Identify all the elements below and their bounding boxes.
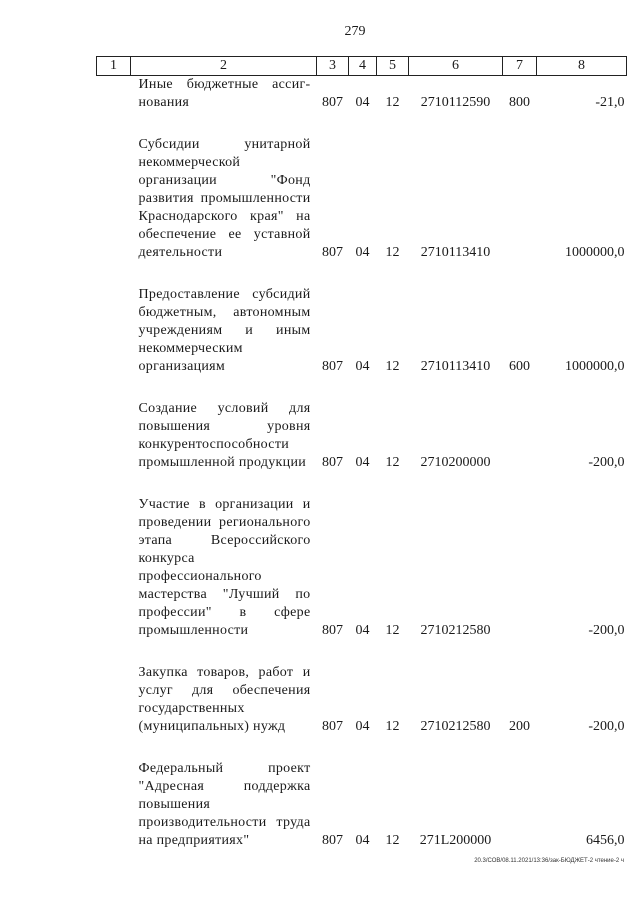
row-code-6: 2710200000	[420, 455, 491, 470]
row-description: Субсидии унитарной некоммерческой организации "Фонд развития промышленности Краснодарского края" на обеспечение ее уставной деятельности	[138, 137, 311, 260]
row-code-5: 12	[385, 245, 400, 260]
row-code-3: 807	[322, 95, 343, 110]
row-code-3: 807	[322, 719, 343, 734]
row-code-6: 2710212580	[420, 719, 491, 734]
table-row	[97, 760, 627, 850]
row-code-5: 12	[385, 95, 400, 110]
row-code-4: 04	[355, 623, 370, 638]
row-code-4: 04	[355, 359, 370, 374]
row-code-7: 800	[509, 95, 530, 110]
column-header: 1	[97, 57, 131, 76]
row-description: Иные бюджетные ассиг- нования	[138, 77, 311, 110]
row-code-4: 04	[355, 245, 370, 260]
row-amount: -200,0	[588, 455, 625, 470]
table-row	[97, 76, 627, 113]
column-header: 2	[131, 57, 317, 76]
table-row	[97, 286, 627, 376]
row-code-6: 2710113410	[420, 359, 491, 374]
row-code-3: 807	[322, 245, 343, 260]
row-code-4: 04	[355, 455, 370, 470]
column-header: 5	[377, 57, 409, 76]
column-header: 8	[537, 57, 627, 76]
row-description: Создание условий для повышения уровня конкурентоспособности промышленной продукции	[138, 401, 311, 470]
row-code-3: 807	[322, 455, 343, 470]
row-code-5: 12	[385, 359, 400, 374]
row-description: Предоставление субсидий бюджетным, автономным учреждениям и иным некоммерческим организациям	[138, 287, 311, 374]
row-amount: 6456,0	[586, 833, 625, 848]
row-code-5: 12	[385, 719, 400, 734]
row-code-7	[503, 136, 537, 262]
row-code-7	[503, 400, 537, 472]
row-code-4: 04	[355, 95, 370, 110]
column-header: 6	[409, 57, 503, 76]
page-number: 279	[344, 24, 366, 39]
row-code-6: 2710212580	[420, 623, 491, 638]
document-footer-code: 20.3/СОВ/08.11.2021/13:36/зак-БЮДЖЕТ-2 чтение-2 ч	[474, 858, 624, 864]
row-amount: -200,0	[588, 623, 625, 638]
row-amount: -21,0	[595, 95, 625, 110]
row-code-7: 200	[509, 719, 530, 734]
column-header: 4	[349, 57, 377, 76]
row-code-6: 2710112590	[420, 95, 491, 110]
column-header: 7	[503, 57, 537, 76]
row-amount: -200,0	[588, 719, 625, 734]
row-code-7	[503, 760, 537, 850]
row-code-6: 271L200000	[419, 833, 492, 848]
row-code-5: 12	[385, 623, 400, 638]
row-description: Закупка товаров, работ и услуг для обеспечения государственных (муниципальных) нужд	[138, 665, 311, 734]
row-code-6: 2710113410	[420, 245, 491, 260]
row-code-7	[503, 496, 537, 640]
row-code-3: 807	[322, 833, 343, 848]
row-code-3: 807	[322, 623, 343, 638]
row-amount: 1000000,0	[565, 359, 625, 374]
table-row	[97, 136, 627, 262]
table-row	[97, 400, 627, 472]
budget-table	[96, 56, 627, 850]
row-code-5: 12	[385, 833, 400, 848]
table-row	[97, 496, 627, 640]
row-code-7: 600	[509, 359, 530, 374]
row-amount: 1000000,0	[565, 245, 625, 260]
table-header-row	[97, 57, 627, 76]
row-code-4: 04	[355, 719, 370, 734]
row-description: Федеральный проект "Адресная поддержка повышения производительности труда на предприятиях"	[138, 761, 311, 848]
table-row	[97, 664, 627, 736]
column-header: 3	[317, 57, 349, 76]
row-code-5: 12	[385, 455, 400, 470]
row-description: Участие в организации и проведении регионального этапа Всероссийского конкурса профессионального мастерства "Лучший по профессии" в сфере промышленности	[138, 497, 311, 638]
row-code-4: 04	[355, 833, 370, 848]
row-code-3: 807	[322, 359, 343, 374]
